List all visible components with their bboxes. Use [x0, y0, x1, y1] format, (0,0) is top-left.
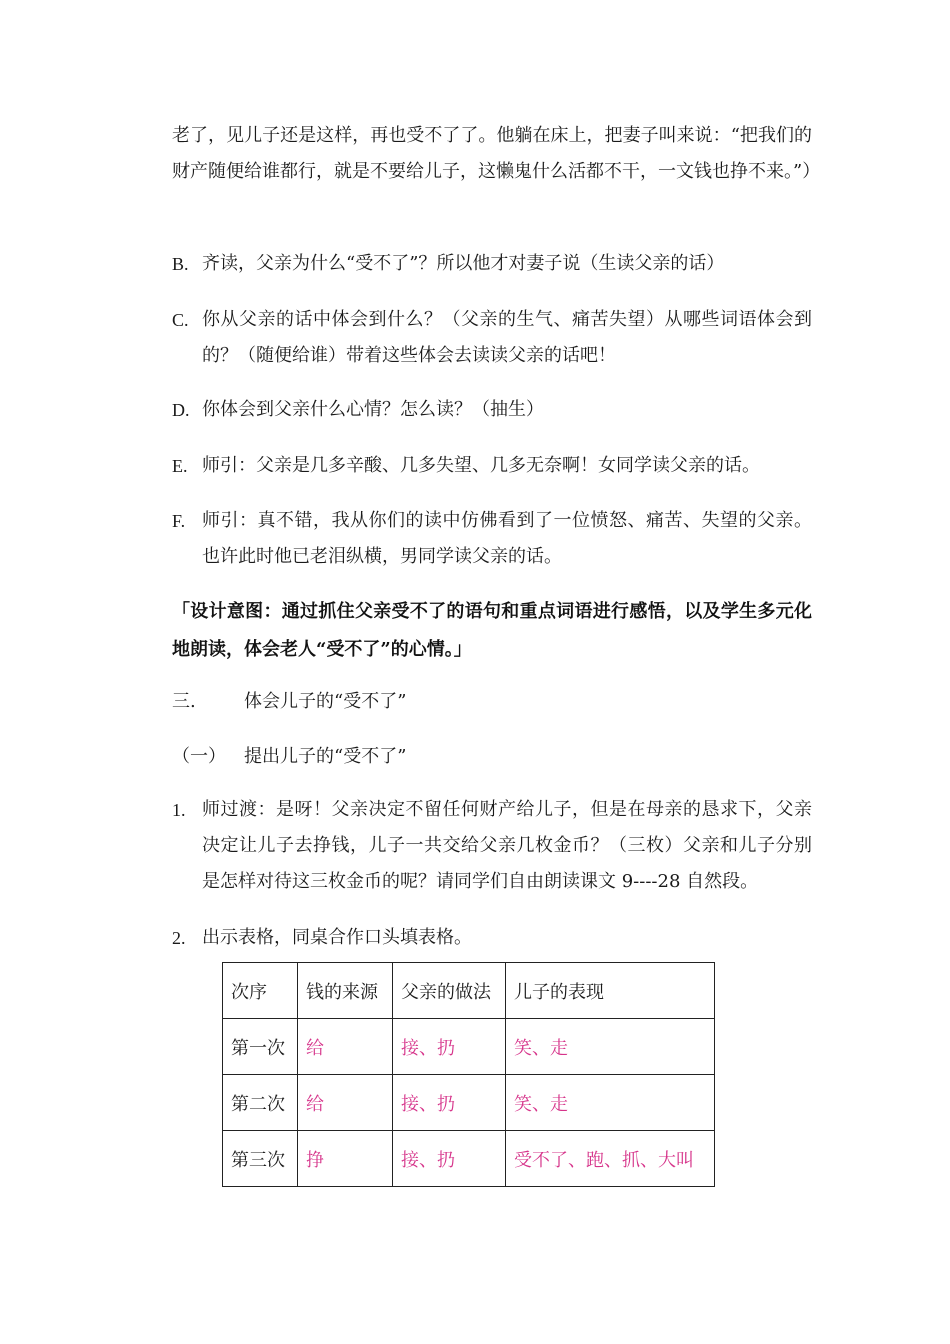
table-header-row	[223, 963, 715, 1019]
table-row	[223, 1131, 715, 1187]
design-intent: 「设计意图：通过抓住父亲受不了的语句和重点词语进行感悟，以及学生多元化地朗读，体会老人“受不了”的心情。」	[172, 601, 812, 660]
item-label: 1.	[172, 800, 186, 820]
list-item-c	[172, 302, 812, 374]
item-label: D.	[172, 400, 190, 420]
table-cell: 挣	[298, 1131, 393, 1187]
list-item-b	[172, 246, 812, 282]
section-number: 三.	[172, 691, 196, 712]
table-header: 儿子的表现	[506, 963, 715, 1019]
item-text: 你体会到父亲什么心情？怎么读？（抽生）	[202, 399, 544, 420]
list-item-f	[172, 503, 812, 575]
item-label: 2.	[172, 928, 186, 948]
item-label: E.	[172, 456, 188, 476]
item-text: 师引：真不错，我从你们的读中仿佛看到了一位愤怒、痛苦、失望的父亲。也许此时他已老泪纵横，男同学读父亲的话。	[202, 510, 812, 567]
table-cell: 第一次	[223, 1019, 298, 1075]
item-text: 出示表格，同桌合作口头填表格。	[202, 927, 472, 948]
list-item-e	[172, 448, 812, 484]
item-label: F.	[172, 511, 186, 531]
numbered-item-2	[172, 920, 812, 956]
intro-paragraph: 老了，见儿子还是这样，再也受不了了。他躺在床上，把妻子叫来说：“把我们的财产随便给谁都行，就是不要给儿子，这懒鬼什么活都不干，一文钱也挣不来。”）	[172, 125, 821, 182]
table-cell: 给	[298, 1019, 393, 1075]
table-row	[223, 1019, 715, 1075]
table-cell: 接、扔	[393, 1019, 506, 1075]
item-text: 师过渡：是呀！父亲决定不留任何财产给儿子，但是在母亲的恳求下，父亲决定让儿子去挣钱，儿子一共交给父亲几枚金币？（三枚）父亲和儿子分别是怎样对待这三枚金币的呢？请同学们自由朗读课文 9----28 自然段。	[202, 799, 812, 892]
section-title: 体会儿子的“受不了”	[244, 691, 407, 712]
table-cell: 接、扔	[393, 1075, 506, 1131]
table-cell: 第三次	[223, 1131, 298, 1187]
table-cell: 笑、走	[506, 1019, 715, 1075]
table-header: 次序	[223, 963, 298, 1019]
item-text: 你从父亲的话中体会到什么？（父亲的生气、痛苦失望）从哪些词语体会到的？（随便给谁）带着这些体会去读读父亲的话吧！	[202, 309, 812, 366]
subsection-title: 提出儿子的“受不了”	[244, 746, 407, 767]
money-table	[222, 962, 715, 1187]
table-cell: 笑、走	[506, 1075, 715, 1131]
table-header: 钱的来源	[298, 963, 393, 1019]
table-cell: 接、扔	[393, 1131, 506, 1187]
table-row	[223, 1075, 715, 1131]
table-cell: 第二次	[223, 1075, 298, 1131]
table-cell: 给	[298, 1075, 393, 1131]
item-label: B.	[172, 254, 189, 274]
item-label: C.	[172, 310, 189, 330]
table-header: 父亲的做法	[393, 963, 506, 1019]
numbered-item-1	[172, 792, 812, 900]
list-item-d	[172, 392, 812, 428]
subsection-number: （一）	[172, 746, 226, 767]
item-text: 齐读，父亲为什么“受不了”？所以他才对妻子说（生读父亲的话）	[202, 253, 725, 274]
item-text: 师引：父亲是几多辛酸、几多失望、几多无奈啊！女同学读父亲的话。	[202, 455, 760, 476]
table-cell: 受不了、跑、抓、大叫	[506, 1131, 715, 1187]
